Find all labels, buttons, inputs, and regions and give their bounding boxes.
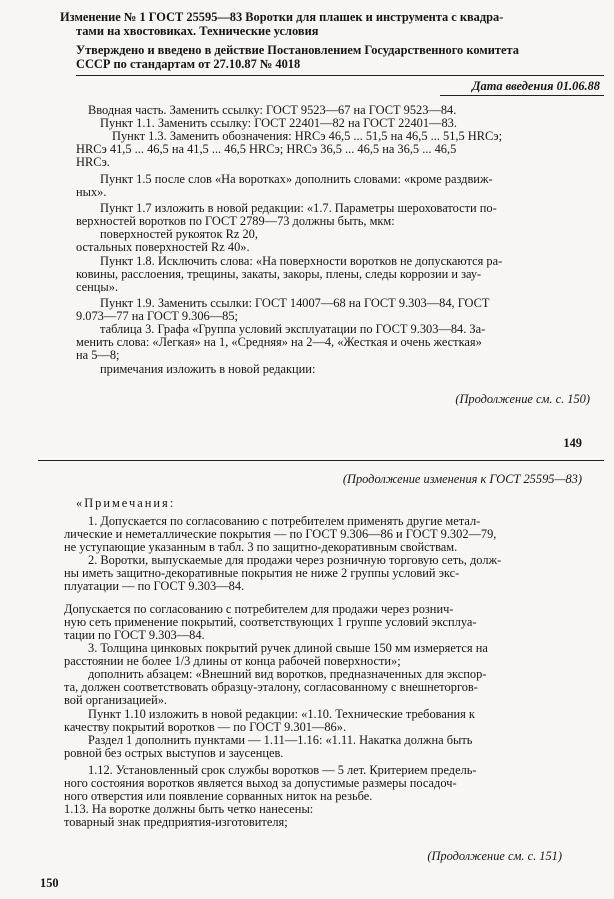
text-line: Пункт 1.10 изложить в новой редакции: «1.10. Технические требования к [88, 707, 475, 721]
text-line: ровной без острых выступов и заусенцев. [64, 746, 284, 760]
amendment-title-line-2: тами на хвостовиках. Технические условия [76, 24, 319, 38]
date-rule [440, 95, 604, 96]
text-line: остальных поверхностей Rz 40». [76, 240, 250, 254]
text-line: та, должен соответствовать образцу-эталону, согласованному с внешнеторгов- [64, 680, 478, 694]
text-line: Пункт 1.1. Заменить ссылку: ГОСТ 22401—82 на ГОСТ 22401—83. [100, 116, 457, 130]
text-line: на 5—8; [76, 348, 120, 362]
text-line: 1. Допускается по согласованию с потребителем применять другие метал- [88, 514, 481, 528]
text-line: ного отверстия или появление сорванных ниток на резьбе. [64, 789, 373, 803]
text-line: Пункт 1.9. Заменить ссылки: ГОСТ 14007—68 на ГОСТ 9.303—84, ГОСТ [100, 296, 490, 310]
continuation-header: (Продолжение изменения к ГОСТ 25595—83) [342, 472, 582, 486]
continued-note: (Продолжение см. с. 151) [427, 849, 562, 863]
text-line: дополнить абзацем: «Внешний вид воротков, предназначенных для экспор- [88, 667, 487, 681]
text-line: таблица 3. Графа «Группа условий эксплуатации по ГОСТ 9.303—84. За- [100, 322, 486, 336]
text-line: сенцы». [76, 280, 119, 294]
text-line: ковины, расслоения, трещины, закаты, закоры, плены, следы коррозии и зау- [76, 267, 482, 281]
text-line: верхностей воротков по ГОСТ 2789—73 должны быть, мкм: [76, 214, 395, 228]
text-line: 3. Толщина цинковых покрытий ручек длиной свыше 150 мм измеряется на [88, 641, 488, 655]
text-line: лические и неметаллические покрытия — по ГОСТ 9.306—86 и ГОСТ 9.302—79, [64, 527, 497, 541]
text-line: качеству покрытий воротков — по ГОСТ 9.301—86». [64, 720, 347, 734]
text-line: 2. Воротки, выпускаемые для продажи через розничную торговую сеть, долж- [88, 553, 502, 567]
text-line: товарный знак предприятия-изготовителя; [64, 815, 288, 829]
continued-note: (Продолжение см. с. 150) [455, 392, 590, 406]
text-line: HRCэ. [76, 155, 110, 169]
approved-line-1: Утверждено и введено в действие Постановлением Государственного комитета [76, 43, 519, 57]
text-line: ны иметь защитно-декоративные покрытия не ниже 2 группы условий экс- [64, 566, 460, 580]
page-number: 149 [563, 436, 582, 450]
text-line: тации по ГОСТ 9.303—84. [64, 628, 205, 642]
text-line: 1.13. На воротке должны быть четко нанесены: [64, 802, 314, 816]
text-line: вой организацией». [64, 693, 168, 707]
text-line: Вводная часть. Заменить ссылку: ГОСТ 9523—67 на ГОСТ 9523—84. [88, 103, 457, 117]
text-line: 1.12. Установленный срок службы воротков — 5 лет. Критерием предель- [88, 763, 477, 777]
text-line: Раздел 1 дополнить пунктами — 1.11—1.16: «1.11. Накатка должна быть [88, 733, 473, 747]
effective-date: Дата введения 01.06.88 [472, 79, 600, 93]
text-line: Пункт 1.3. Заменить обозначения: HRCэ 46,5 ... 51,5 на 46,5 ... 51,5 HRCэ; [112, 129, 503, 143]
header-rule [76, 75, 604, 76]
text-line: Допускается по согласованию с потребителем для продажи через рознич- [64, 602, 454, 616]
page-divider [38, 460, 604, 461]
text-line: менить слова: «Легкая» на 1, «Средняя» на 2—4, «Жесткая и очень жесткая» [76, 335, 482, 349]
text-line: ных». [76, 185, 107, 199]
text-line: поверхностей рукояток Rz 20, [100, 227, 258, 241]
text-line: 9.073—77 на ГОСТ 9.306—85; [76, 309, 238, 323]
text-line: ного состояния воротков является выход за допустимые размеры посадоч- [64, 776, 457, 790]
amendment-title-line-1: Изменение № 1 ГОСТ 25595—83 Воротки для плашек и инструмента с квадра- [60, 10, 504, 24]
text-line: Пункт 1.8. Исключить слова: «На поверхности воротков не допускаются ра- [100, 254, 503, 268]
approved-line-2: СССР по стандартам от 27.10.87 № 4018 [76, 57, 301, 71]
text-line: плуатации — по ГОСТ 9.303—84. [64, 579, 245, 593]
text-line: Пункт 1.5 после слов «На воротках» дополнить словами: «кроме раздвиж- [100, 172, 493, 186]
text-line: Пункт 1.7 изложить в новой редакции: «1.7. Параметры шероховатости по- [100, 201, 497, 215]
text-line: не уступающие указанным в табл. 3 по защитно-декоративным свойствам. [64, 540, 458, 554]
notes-heading: «Примечания: [76, 496, 176, 510]
text-line: примечания изложить в новой редакции: [100, 362, 316, 376]
text-line: HRCэ 41,5 ... 46,5 на 41,5 ... 46,5 HRCэ; HRCэ 36,5 ... 46,5 на 36,5 ... 46,5 [76, 142, 457, 156]
text-line: ную сеть применение покрытий, соответствующих 1 группе условий эксплуа- [64, 615, 477, 629]
text-line: расстоянии не более 1/3 длины от конца рабочей поверхности»; [64, 654, 401, 668]
page-number: 150 [40, 876, 59, 890]
